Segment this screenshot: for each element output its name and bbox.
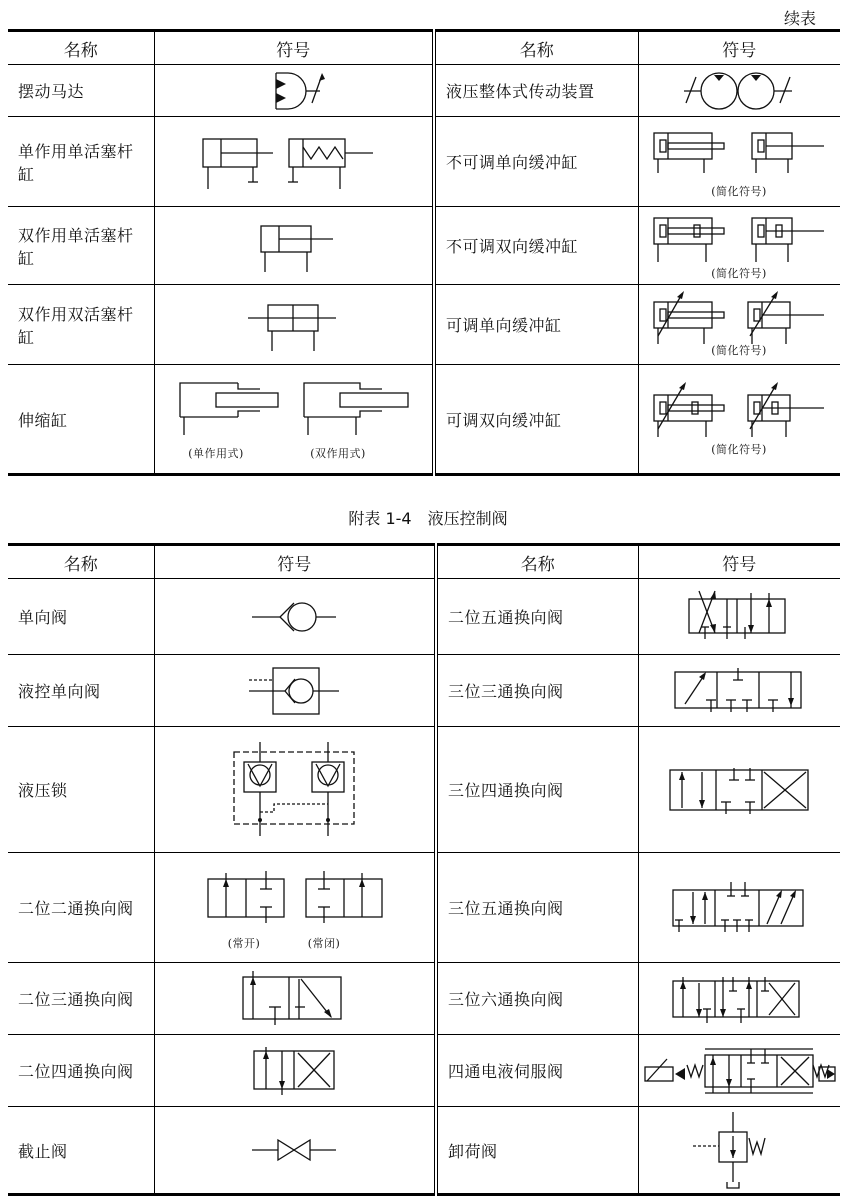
cell-name: 不可调双向缓冲缸 [434, 207, 638, 285]
table-caption: 附表 1-4 液压控制阀 [348, 509, 508, 528]
col-symbol-header: 符号 [638, 31, 840, 65]
table-header-row [8, 31, 840, 65]
cell-name: 摆动马达 [8, 65, 154, 117]
electro-hydraulic-servo-valve-symbol [638, 1035, 840, 1107]
two-position-five-way-valve-symbol [638, 579, 840, 655]
cell-name: 三位四通换向阀 [436, 727, 638, 853]
table-row [8, 285, 840, 365]
cell-name: 可调单向缓冲缸 [434, 285, 638, 365]
table-row [8, 655, 840, 727]
cell-name: 单作用单活塞杆缸 [8, 117, 154, 207]
cell-name: 液压整体式传动装置 [434, 65, 638, 117]
col-name-header: 名称 [8, 31, 154, 65]
unloading-valve-symbol [638, 1107, 840, 1195]
cell-name: 单向阀 [8, 579, 154, 655]
adjustable-double-cushion-cylinder-symbol [638, 365, 840, 475]
normally-open-note: (常开) [227, 936, 261, 950]
two-position-four-way-valve-symbol [154, 1035, 436, 1107]
cell-name: 伸缩缸 [8, 365, 154, 475]
three-position-six-way-valve-symbol [638, 963, 840, 1035]
cell-name: 二位五通换向阀 [436, 579, 638, 655]
cell-name: 不可调单向缓冲缸 [434, 117, 638, 207]
col-symbol-header: 符号 [154, 545, 436, 579]
three-position-four-way-valve-symbol [638, 727, 840, 853]
table-row [8, 727, 840, 853]
cell-name: 截止阀 [8, 1107, 154, 1195]
check-valve-symbol [154, 579, 436, 655]
single-acting-cylinder-symbol [154, 117, 434, 207]
continued-label: 续表 [783, 9, 816, 28]
col-symbol-header: 符号 [638, 545, 840, 579]
double-rod-cylinder-symbol [154, 285, 434, 365]
col-name-header: 名称 [436, 545, 638, 579]
table-row [8, 1035, 840, 1107]
cell-name: 三位六通换向阀 [436, 963, 638, 1035]
two-position-three-way-valve-symbol [154, 963, 436, 1035]
single-acting-note: (单作用式) [188, 447, 245, 460]
table-row [8, 579, 840, 655]
pilot-check-valve-symbol [154, 655, 436, 727]
simplified-symbol-note: (简化符号) [711, 443, 768, 456]
control-valve-symbol-table [8, 543, 840, 1196]
cell-name: 三位三通换向阀 [436, 655, 638, 727]
table-header-row [8, 545, 840, 579]
three-position-five-way-valve-symbol [638, 853, 840, 963]
table-row [8, 963, 840, 1035]
cell-name: 二位四通换向阀 [8, 1035, 154, 1107]
table-row [8, 365, 840, 475]
non-adjustable-double-cushion-cylinder-symbol [638, 207, 840, 285]
stop-valve-symbol [154, 1107, 436, 1195]
double-acting-single-rod-cylinder-symbol [154, 207, 434, 285]
cell-name: 液压锁 [8, 727, 154, 853]
three-position-three-way-valve-symbol [638, 655, 840, 727]
non-adjustable-single-cushion-cylinder-symbol [638, 117, 840, 207]
cell-name: 双作用单活塞杆缸 [8, 207, 154, 285]
swing-motor-symbol [154, 65, 434, 117]
hydrostatic-transmission-symbol [638, 65, 840, 117]
telescopic-cylinder-symbol [154, 365, 434, 475]
simplified-symbol-note: (简化符号) [711, 343, 768, 357]
col-name-header: 名称 [8, 545, 154, 579]
double-acting-note: (双作用式) [310, 447, 367, 460]
cell-name: 可调双向缓冲缸 [434, 365, 638, 475]
adjustable-single-cushion-cylinder-symbol [638, 285, 840, 365]
two-position-two-way-valve-symbol [154, 853, 436, 963]
table-row [8, 1107, 840, 1195]
col-symbol-header: 符号 [154, 31, 434, 65]
cell-name: 三位五通换向阀 [436, 853, 638, 963]
cell-name: 二位三通换向阀 [8, 963, 154, 1035]
cell-name: 双作用双活塞杆缸 [8, 285, 154, 365]
actuator-symbol-table [8, 29, 840, 476]
cell-name: 液控单向阀 [8, 655, 154, 727]
cell-name: 四通电液伺服阀 [436, 1035, 638, 1107]
table-row [8, 117, 840, 207]
table-row [8, 65, 840, 117]
simplified-symbol-note: (简化符号) [711, 184, 768, 198]
col-name-header: 名称 [434, 31, 638, 65]
hydraulic-lock-symbol [154, 727, 436, 853]
normally-closed-note: (常闭) [307, 936, 341, 950]
cell-name: 二位二通换向阀 [8, 853, 154, 963]
table-row [8, 853, 840, 963]
simplified-symbol-note: (简化符号) [711, 266, 768, 280]
table-row [8, 207, 840, 285]
cell-name: 卸荷阀 [436, 1107, 638, 1195]
